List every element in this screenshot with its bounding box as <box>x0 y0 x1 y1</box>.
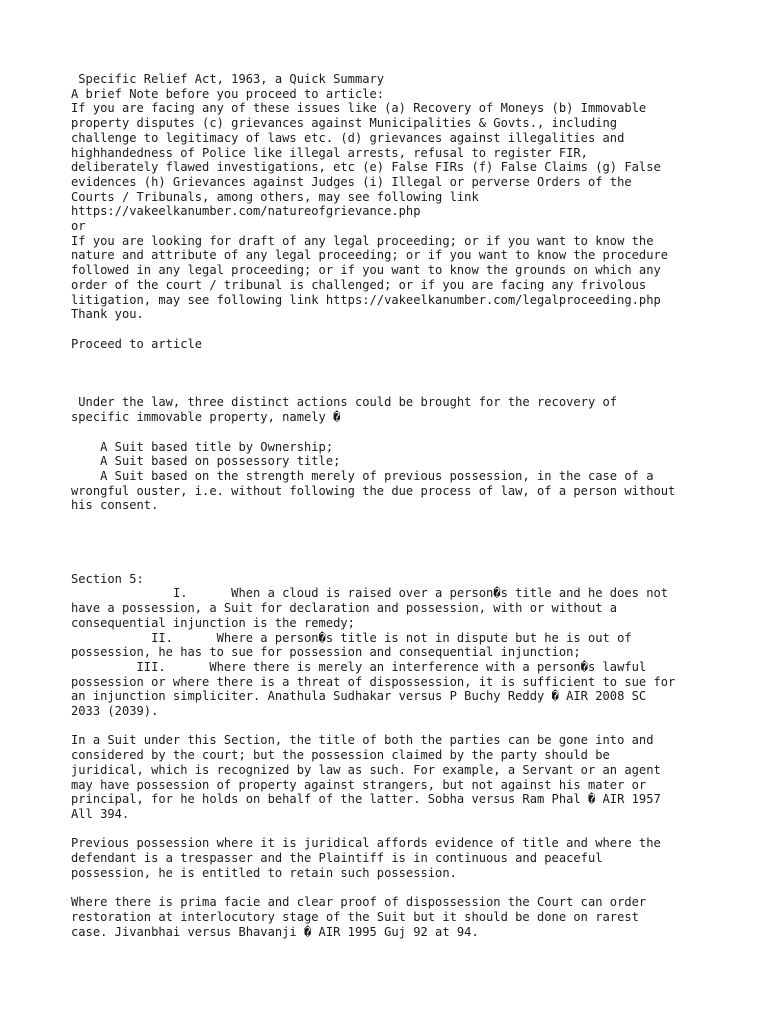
text-line: Where there is prima facie and clear proof of dispossession the Court can order <box>71 895 647 910</box>
text-line <box>71 719 711 734</box>
text-line: Previous possession where it is juridical affords evidence of title and where the <box>71 836 661 851</box>
text-line: In a Suit under this Section, the title of both the parties can be gone into and <box>71 733 654 748</box>
text-line: may have possession of property against strangers, but not against his mater or <box>71 777 647 792</box>
text-line: juridical, which is recognized by law as such. For example, a Servant or an agent <box>71 762 661 777</box>
text-line: If you are looking for draft of any legal proceeding; or if you want to know the <box>71 233 654 248</box>
text-line: A Suit based on the strength merely of previous possession, in the case of a <box>71 468 654 483</box>
text-line: A Suit based on possessory title; <box>71 454 341 469</box>
text-line <box>71 528 711 543</box>
text-line: evidences (h) Grievances against Judges (i) Illegal or perverse Orders of the <box>71 174 632 189</box>
text-line: Proceed to article <box>71 336 203 351</box>
text-line: possession, he is entitled to retain such possession. <box>71 865 457 880</box>
text-line <box>71 381 711 396</box>
text-line: specific immovable property, namely � <box>71 410 341 425</box>
text-line: Section 5: <box>71 571 144 586</box>
text-line: wrongful ouster, i.e. without following the due process of law, of a person without <box>71 483 676 498</box>
text-line <box>71 542 711 557</box>
text-line: 2033 (2039). <box>71 704 159 719</box>
text-line: https://vakeelkanumber.com/natureofgrievance.php <box>71 204 421 219</box>
text-line: an injunction simpliciter. Anathula Sudhakar versus P Buchy Reddy � AIR 2008 SC <box>71 689 647 704</box>
text-line: possession, he has to sue for possession and consequential injunction; <box>71 645 581 660</box>
text-line: defendant is a trespasser and the Plaintiff is in continuous and peaceful <box>71 851 603 866</box>
text-line: considered by the court; but the possession claimed by the party should be <box>71 748 610 763</box>
text-line: have a possession, a Suit for declaration and possession, with or without a <box>71 601 618 616</box>
text-line: followed in any legal proceeding; or if you want to know the grounds on which any <box>71 263 661 278</box>
text-line: deliberately flawed investigations, etc (e) False FIRs (f) False Claims (g) False <box>71 160 661 175</box>
text-line: I. When a cloud is raised over a person�s title and he does not <box>71 586 669 601</box>
text-line <box>71 557 711 572</box>
text-line: possession or where there is a threat of dispossession, it is sufficient to sue for <box>71 674 676 689</box>
text-line <box>71 322 711 337</box>
text-line: highhandedness of Police like illegal arrests, refusal to register FIR, <box>71 145 588 160</box>
text-line: restoration at interlocutory stage of the Suit but it should be done on rarest <box>71 909 639 924</box>
text-line <box>71 366 711 381</box>
document-body <box>71 72 711 939</box>
text-line: challenge to legitimacy of laws etc. (d) grievances against illegalities and <box>71 130 625 145</box>
text-line: III. Where there is merely an interference with a person�s lawful <box>71 659 647 674</box>
text-line: Courts / Tribunals, among others, may see following link <box>71 189 479 204</box>
text-line: property disputes (c) grievances against Municipalities & Govts., including <box>71 116 618 131</box>
text-line: or <box>71 219 86 234</box>
text-line: Under the law, three distinct actions could be brought for the recovery of <box>71 395 618 410</box>
text-line <box>71 425 711 440</box>
text-line: order of the court / tribunal is challenged; or if you are facing any frivolous <box>71 277 647 292</box>
text-line <box>71 513 711 528</box>
text-line: nature and attribute of any legal proceeding; or if you want to know the procedure <box>71 248 669 263</box>
text-line: litigation, may see following link https://vakeelkanumber.com/legalproceeding.php <box>71 292 661 307</box>
text-line <box>71 351 711 366</box>
text-line: case. Jivanbhai versus Bhavanji � AIR 1995 Guj 92 at 94. <box>71 924 479 939</box>
text-line: If you are facing any of these issues like (a) Recovery of Moneys (b) Immovable <box>71 101 647 116</box>
text-line: A Suit based title by Ownership; <box>71 439 334 454</box>
text-line <box>71 822 711 837</box>
text-line: A brief Note before you proceed to article: <box>71 86 385 101</box>
text-line: Specific Relief Act, 1963, a Quick Summary <box>71 72 385 86</box>
text-line: principal, for he holds on behalf of the latter. Sobha versus Ram Phal � AIR 1957 <box>71 792 661 807</box>
text-line <box>71 881 711 896</box>
text-line: II. Where a person�s title is not in dispute but he is out of <box>71 630 632 645</box>
text-line: Thank you. <box>71 307 144 322</box>
text-line: All 394. <box>71 807 130 821</box>
text-line: consequential injunction is the remedy; <box>71 615 355 630</box>
text-line: his consent. <box>71 498 159 513</box>
